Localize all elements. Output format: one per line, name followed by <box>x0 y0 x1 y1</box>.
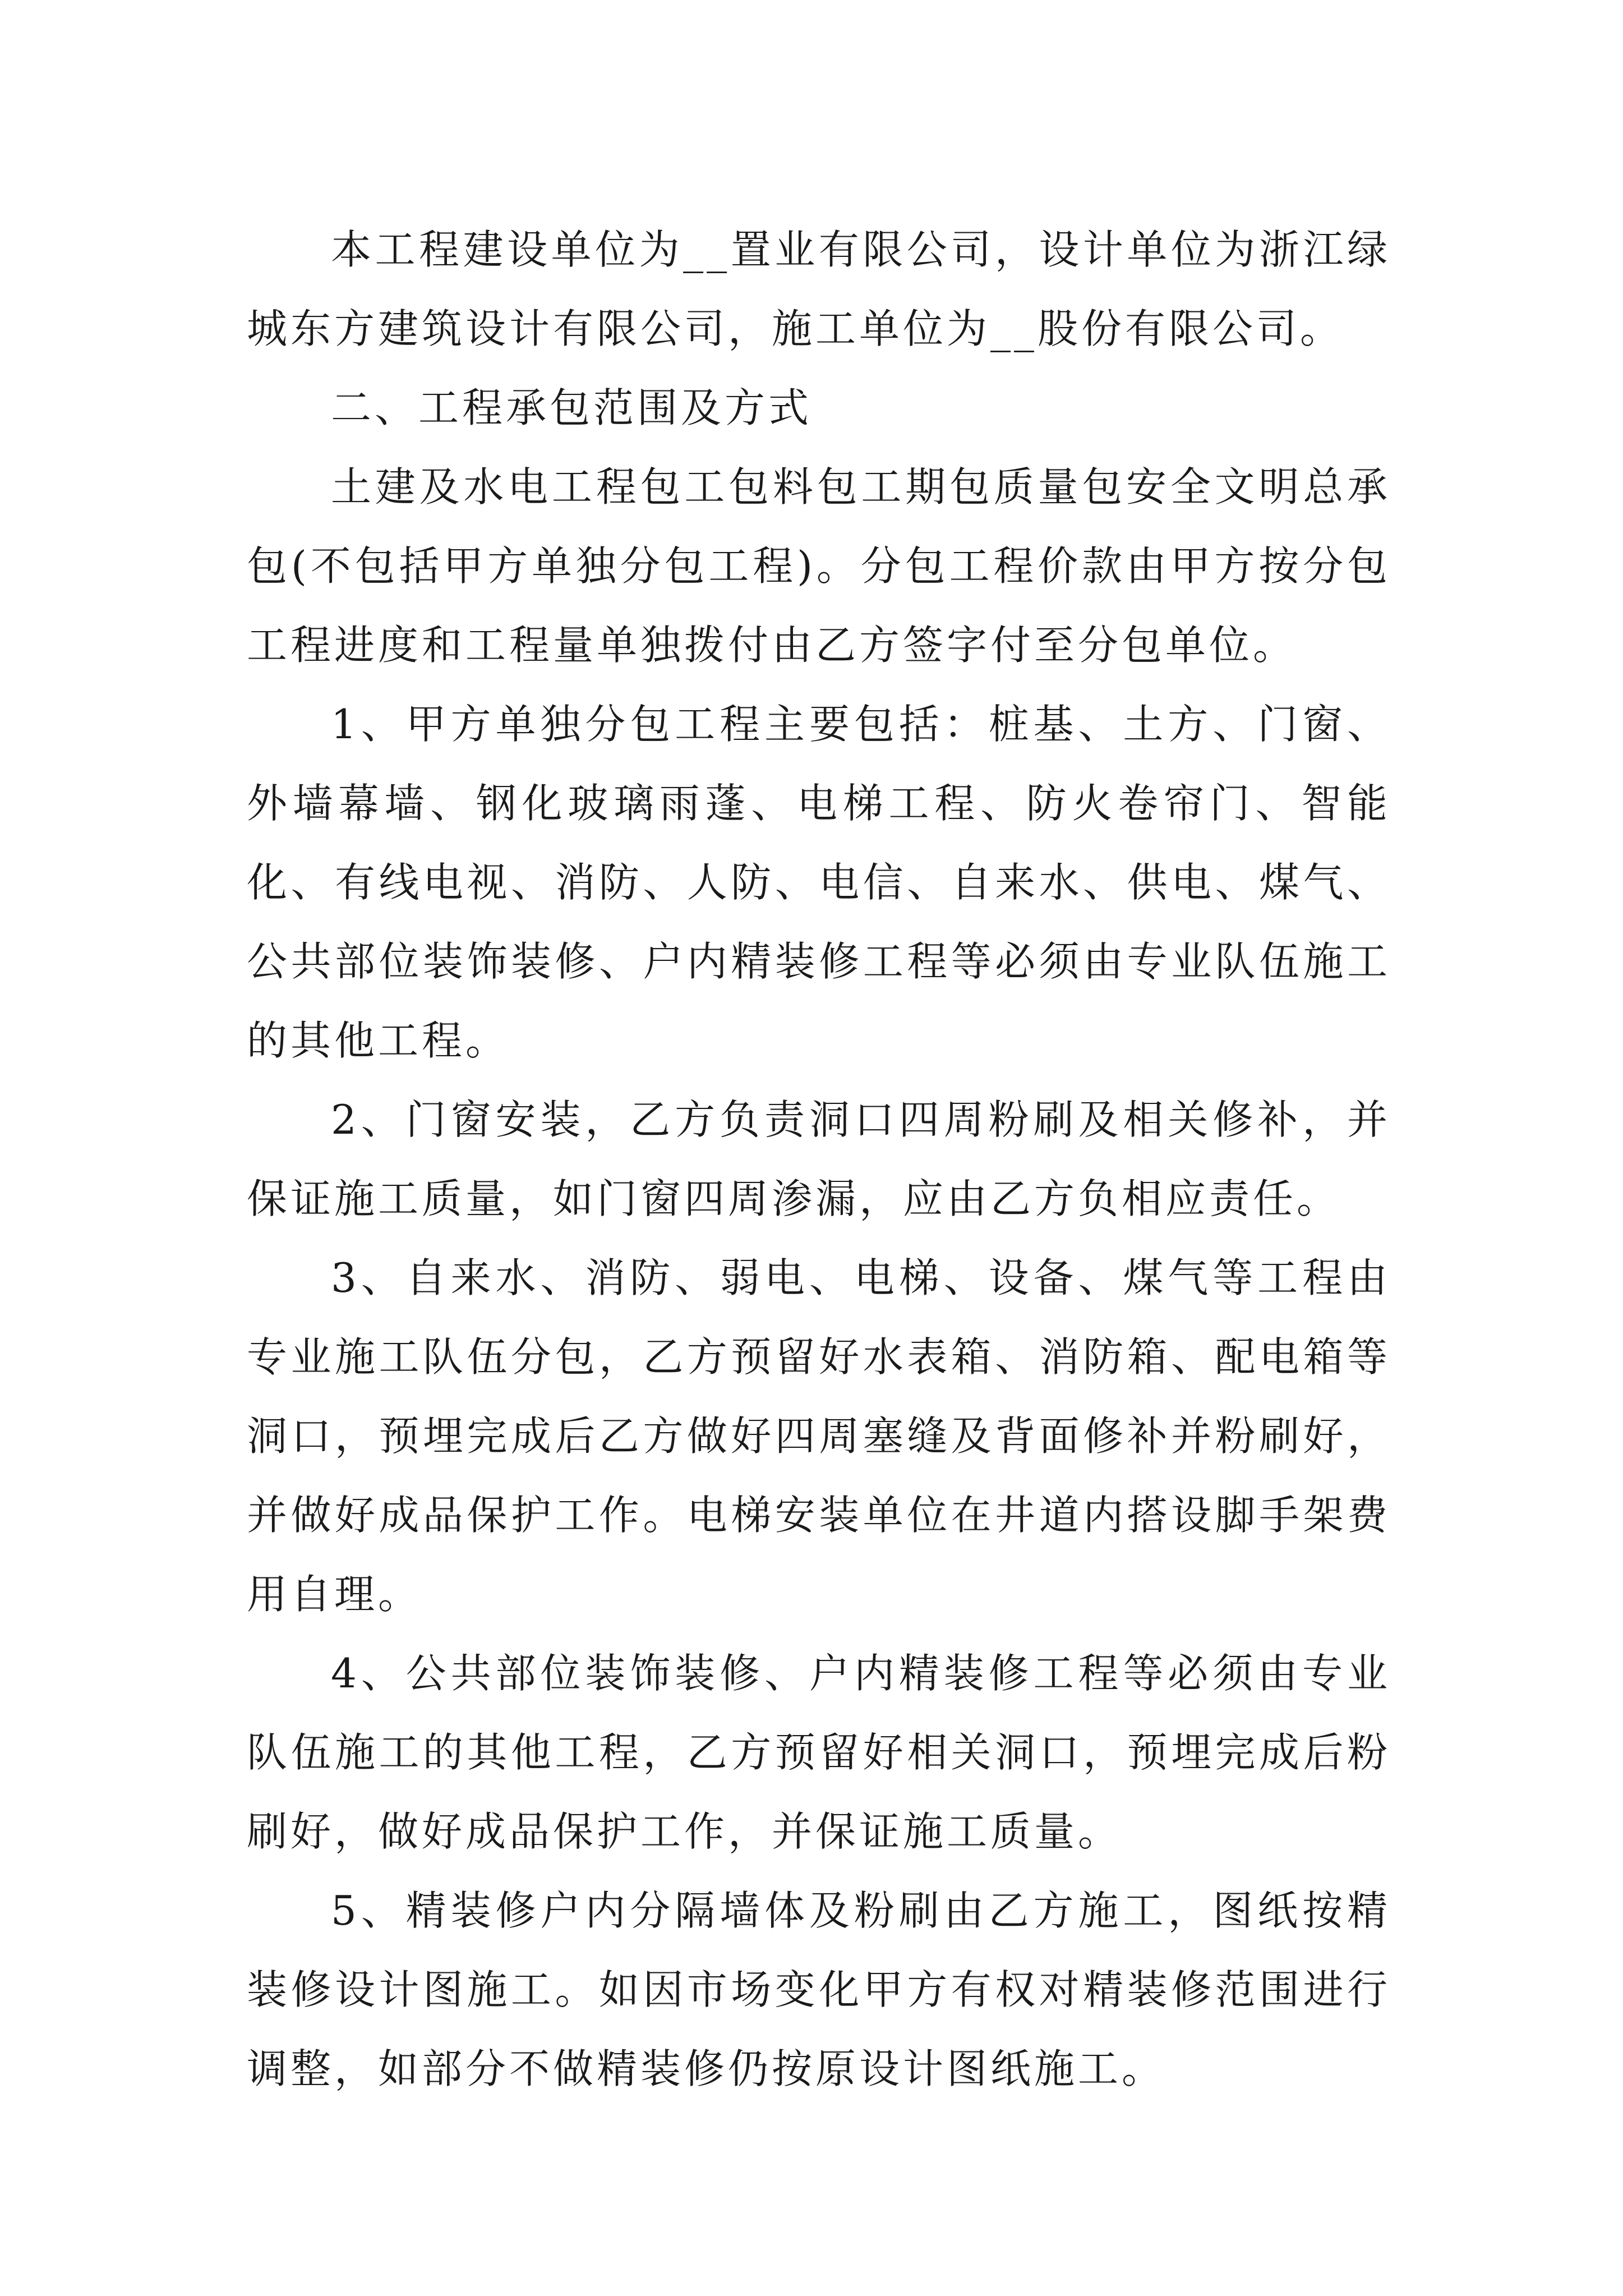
paragraph-general-contract: 土建及水电工程包工包料包工期包质量包安全文明总承包(不包括甲方单独分包工程)。分包工程价款由甲方按分包工程进度和工程量单独拨付由乙方签字付至分包单位。 <box>247 463 1391 669</box>
paragraph-item-2: 2、门窗安装，乙方负责洞口四周粉刷及相关修补，并保证施工质量，如门窗四周渗漏，应由乙方负相应责任。 <box>247 1096 1391 1222</box>
document-body <box>247 210 1391 2109</box>
paragraph-item-5: 5、精装修户内分隔墙体及粉刷由乙方施工，图纸按精装修设计图施工。如因市场变化甲方有权对精装修范围进行调整，如部分不做精装修仍按原设计图纸施工。 <box>247 1887 1391 2092</box>
paragraph-parties: 本工程建设单位为__置业有限公司，设计单位为浙江绿城东方建筑设计有限公司，施工单位为__股份有限公司。 <box>247 226 1391 352</box>
paragraph-item-3: 3、自来水、消防、弱电、电梯、设备、煤气等工程由专业施工队伍分包，乙方预留好水表箱、消防箱、配电箱等洞口，预埋完成后乙方做好四周塞缝及背面修补并粉刷好，并做好成品保护工作。电梯安装单位在井道内搭设脚手架费用自理。 <box>247 1254 1391 1618</box>
paragraph-item-1: 1、甲方单独分包工程主要包括：桩基、土方、门窗、外墙幕墙、钢化玻璃雨蓬、电梯工程、防火卷帘门、智能化、有线电视、消防、人防、电信、自来水、供电、煤气、公共部位装饰装修、户内精装修工程等必须由专业队伍施工的其他工程。 <box>247 701 1391 1064</box>
paragraph-item-4: 4、公共部位装饰装修、户内精装修工程等必须由专业队伍施工的其他工程，乙方预留好相关洞口，预埋完成后粉刷好，做好成品保护工作，并保证施工质量。 <box>247 1650 1391 1855</box>
section-heading-scope: 二、工程承包范围及方式 <box>331 384 813 431</box>
